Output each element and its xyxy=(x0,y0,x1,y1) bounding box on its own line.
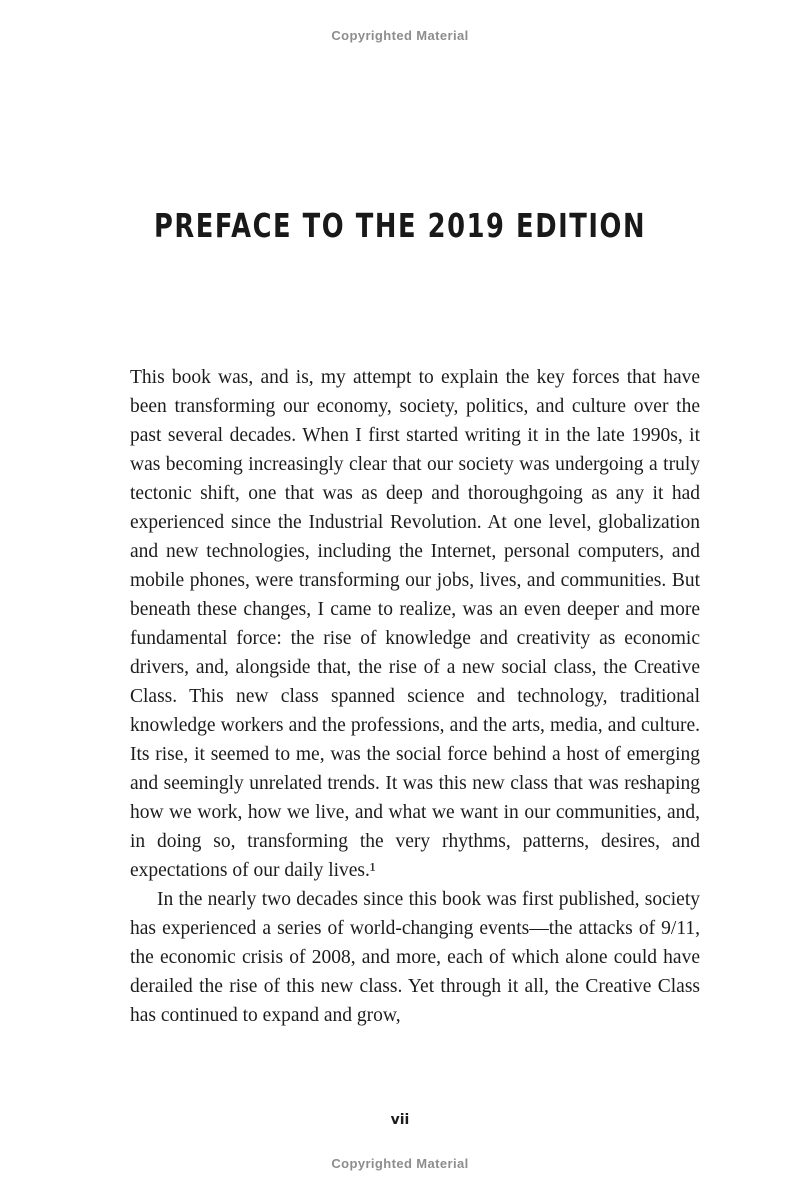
body-text xyxy=(130,363,700,1030)
paragraph: This book was, and is, my attempt to explain the key forces that have been transforming our economy, society, politics, and culture over the past several decades. When I first started writing it in the late 1990s, it was becoming increasingly clear that our society was undergoing a truly tectonic shift, one that was as deep and thoroughgoing as any it had experienced since the Industrial Revolution. At one level, globalization and new technologies, including the Internet, personal computers, and mobile phones, were transforming our jobs, lives, and communities. But beneath these changes, I came to realize, was an even deeper and more fundamental force: the rise of knowledge and creativity as economic drivers, and, alongside that, the rise of a new social class, the Creative Class. This new class spanned science and technology, traditional knowledge workers and the professions, and the arts, media, and culture. Its rise, it seemed to me, was the social force behind a host of emerging and seemingly unrelated trends. It was this new class that was reshaping how we work, how we live, and what we want in our communities, and, in doing so, transforming the very rhythms, patterns, desires, and expectations of our daily lives.¹ xyxy=(130,367,700,881)
copyright-notice-top: Copyrighted Material xyxy=(331,28,469,43)
page-number: vii xyxy=(390,1112,410,1128)
chapter-title: PREFACE TO THE 2019 EDITION xyxy=(153,206,647,245)
copyright-notice-bottom: Copyrighted Material xyxy=(331,1156,469,1171)
paragraph: In the nearly two decades since this book was first published, society has experienced a series of world-changing events—the attacks of 9/11, the economic crisis of 2008, and more, each of which alone could have derailed the rise of this new class. Yet through it all, the Creative Class has continued to expand and grow, xyxy=(130,889,700,1026)
